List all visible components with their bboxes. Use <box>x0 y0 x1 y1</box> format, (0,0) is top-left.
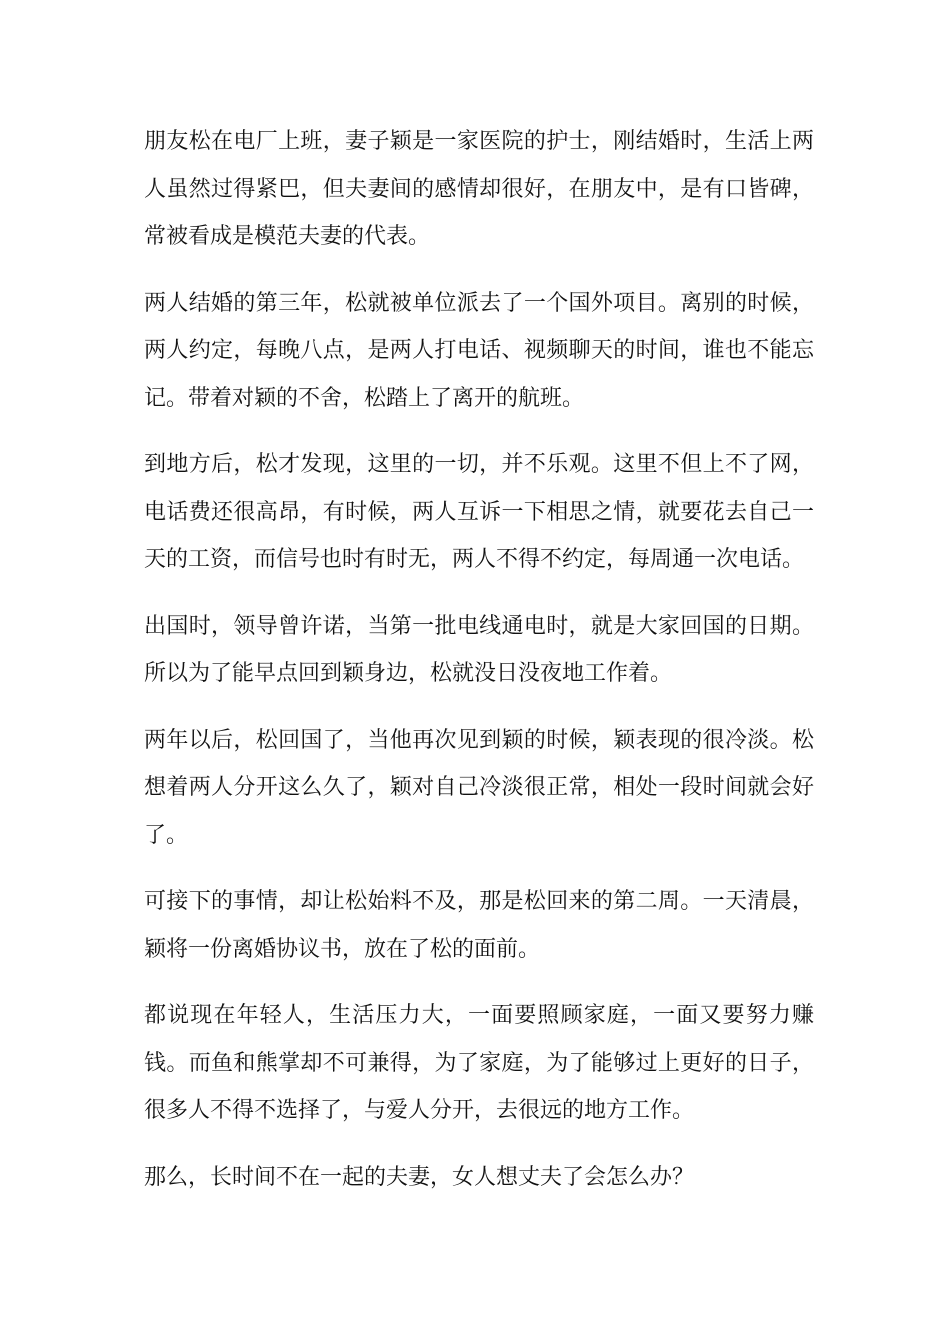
paragraph-1: 朋友松在电厂上班，妻子颖是一家医院的护士，刚结婚时，生活上两人虽然过得紧巴，但夫妻间的感情却很好，在朋友中，是有口皆碑，常被看成是模范夫妻的代表。 <box>144 129 814 249</box>
paragraph-2: 两人结婚的第三年，松就被单位派去了一个国外项目。离别的时候，两人约定，每晚八点，是两人打电话、视频聊天的时间，谁也不能忘记。带着对颖的不舍，松踏上了离开的航班。 <box>144 290 814 411</box>
paragraph-4: 出国时，领导曾许诺，当第一批电线通电时，就是大家回国的日期。所以为了能早点回到颖身边，松就没日没夜地工作着。 <box>144 613 814 686</box>
paragraph-7: 都说现在年轻人，生活压力大，一面要照顾家庭，一面又要努力赚钱。而鱼和熊掌却不可兼得，为了家庭，为了能够过上更好的日子，很多人不得不选择了，与爱人分开，去很远的地方工作。 <box>144 1003 814 1123</box>
paragraph-8: 那么，长时间不在一起的夫妻，女人想丈夫了会怎么办？ <box>144 1164 695 1190</box>
article-body <box>144 118 814 1201</box>
paragraph-3: 到地方后，松才发现，这里的一切，并不乐观。这里不但上不了网，电话费还很高昂，有时候，两人互诉一下相思之情，就要花去自己一天的工资，而信号也时有时无，两人不得不约定，每周通一次电话。 <box>144 452 814 572</box>
paragraph-5: 两年以后，松回国了，当他再次见到颖的时候，颖表现的很冷淡。松想着两人分开这么久了，颖对自己冷淡很正常，相处一段时间就会好了。 <box>144 727 814 848</box>
paragraph-6: 可接下的事情，却让松始料不及，那是松回来的第二周。一天清晨，颖将一份离婚协议书，放在了松的面前。 <box>144 889 814 962</box>
